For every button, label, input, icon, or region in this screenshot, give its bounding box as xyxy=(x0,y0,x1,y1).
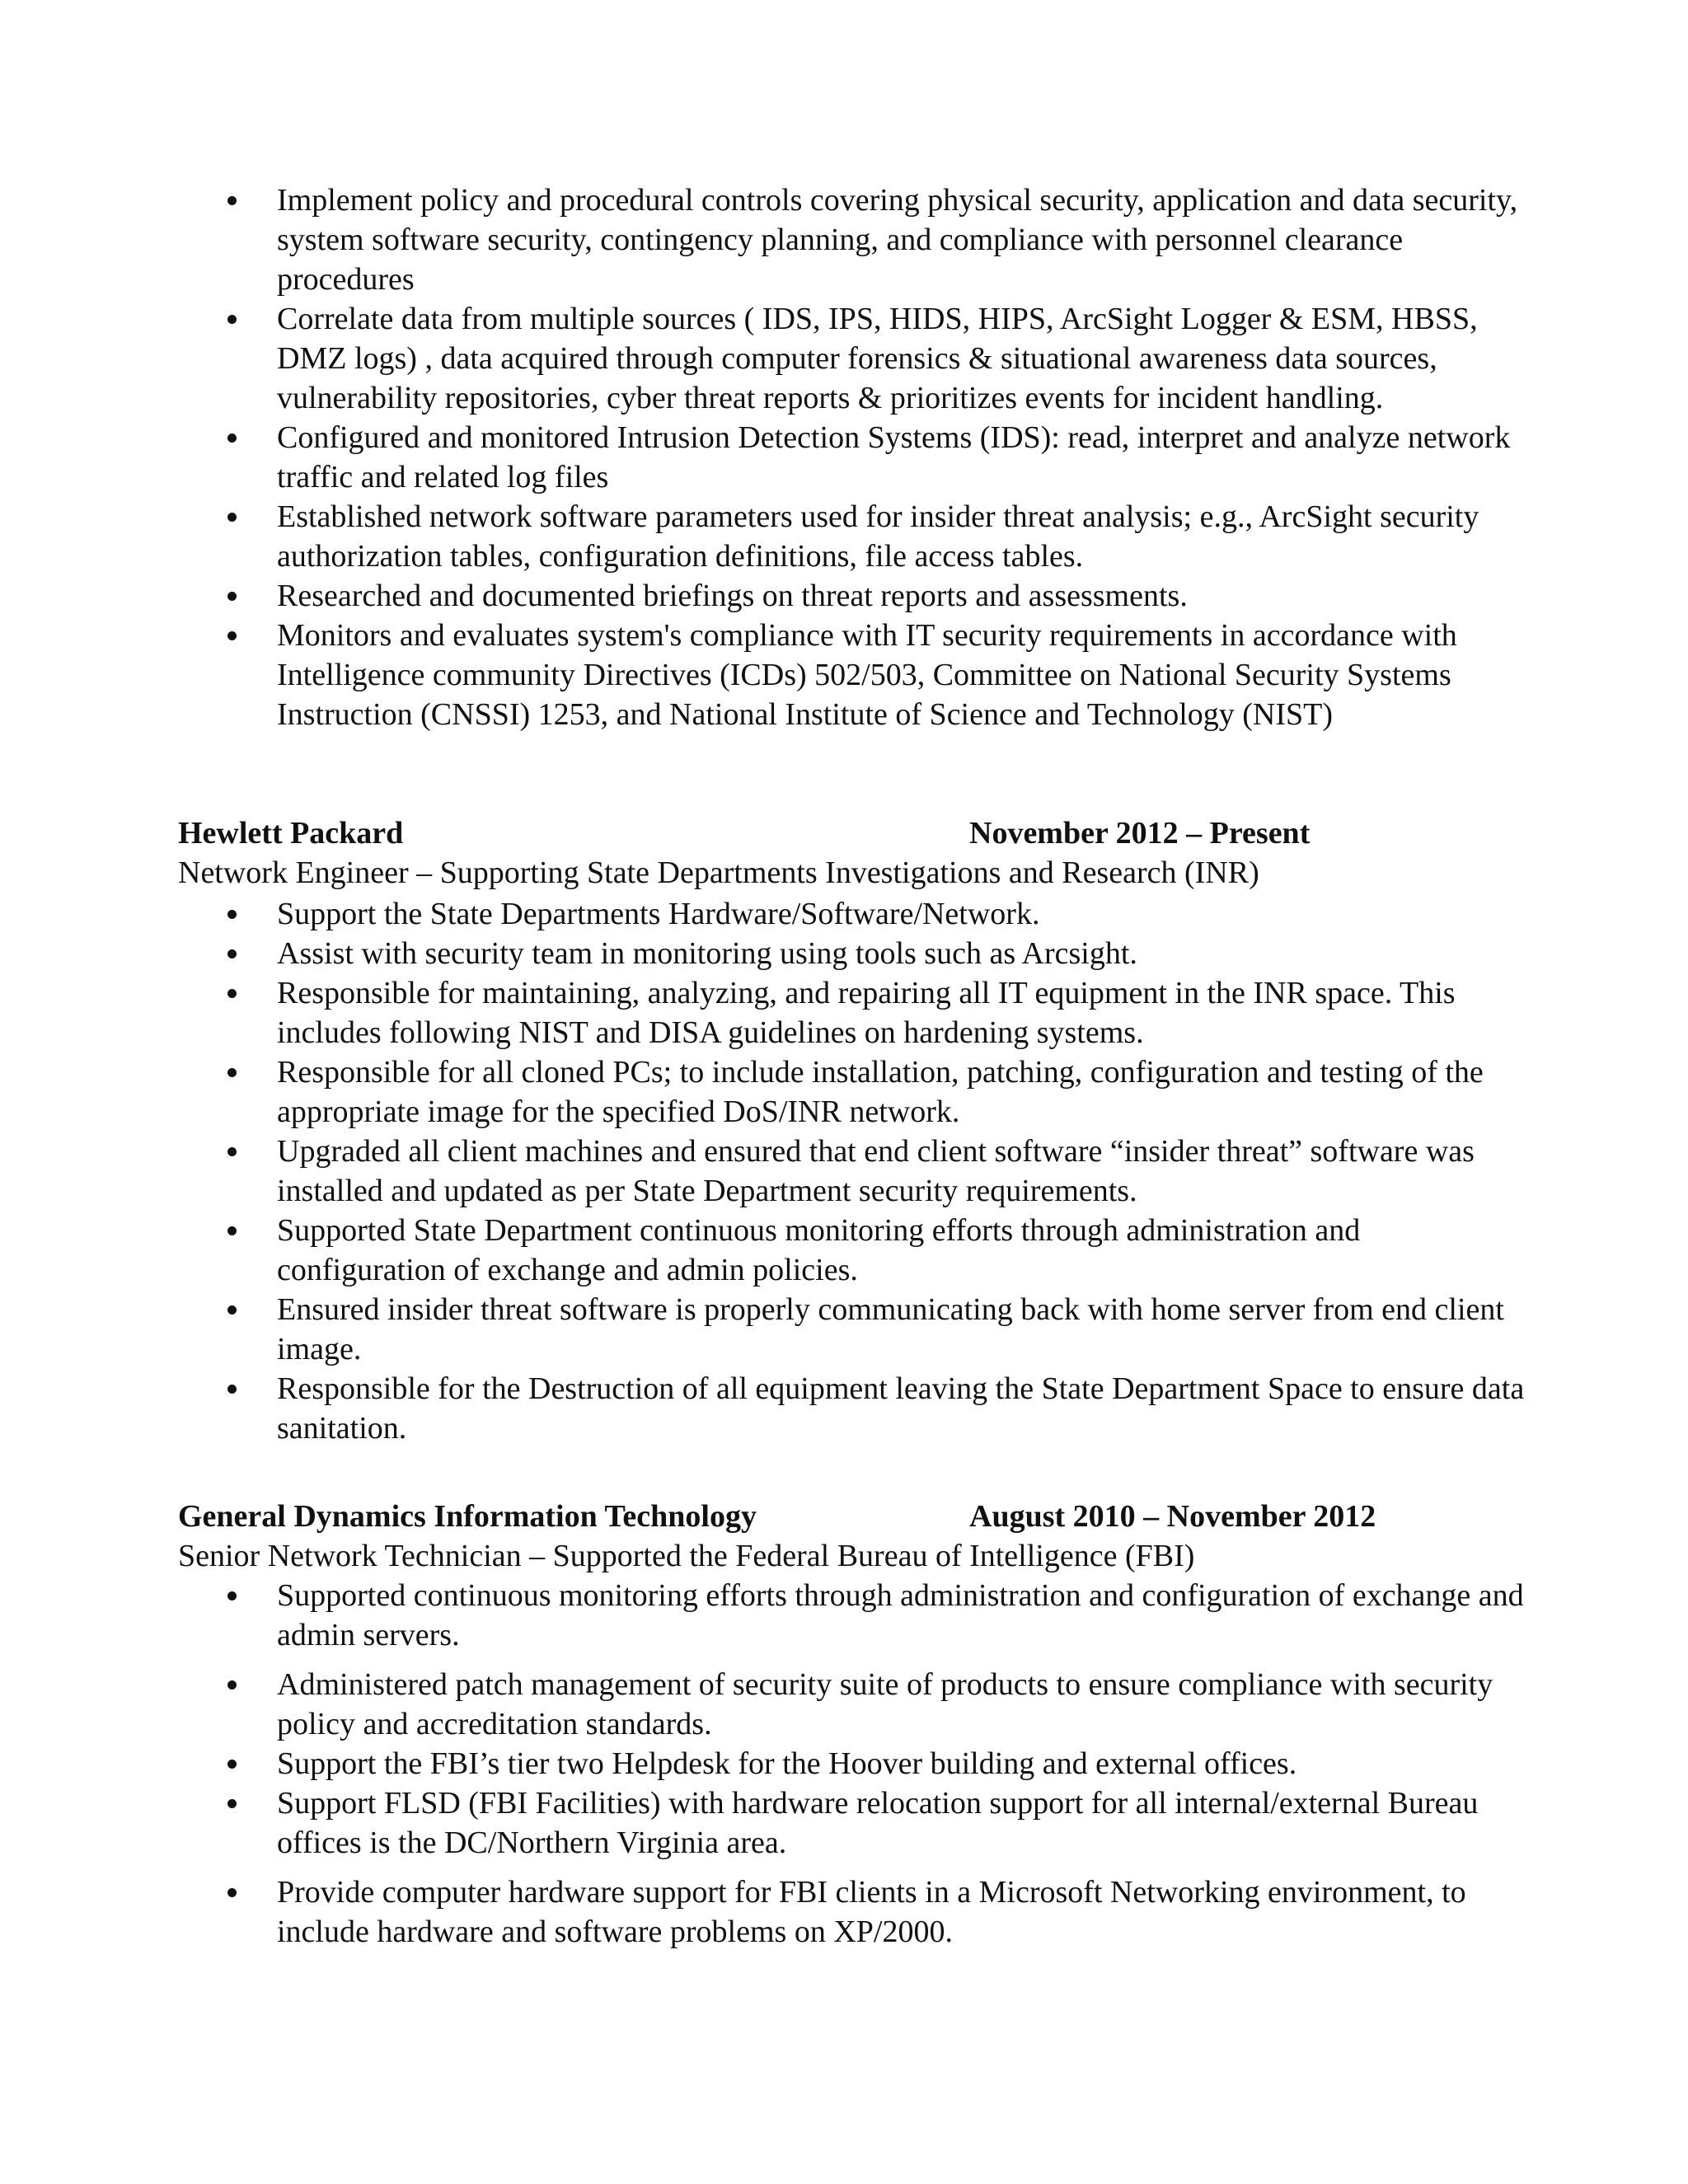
bullet-text: Upgraded all client machines and ensured that end client software “insider threat” software was installed and updated as per State Department security requirements. xyxy=(277,1134,1475,1208)
bullet-icon xyxy=(227,989,237,998)
bullet-icon xyxy=(227,1068,237,1077)
job-header-general-dynamics xyxy=(178,1497,1530,1536)
list-item xyxy=(178,1369,1530,1448)
list-item xyxy=(178,576,1530,616)
bullet-icon xyxy=(227,631,237,640)
list-item xyxy=(178,497,1530,576)
bullet-icon xyxy=(227,1385,237,1394)
bullet-text: Provide computer hardware support for FBI clients in a Microsoft Networking environment, to include hardware and software problems on XP/2000. xyxy=(277,1875,1466,1949)
bullet-text: Supported State Department continuous monitoring efforts through administration and configuration of exchange and admin policies. xyxy=(277,1213,1361,1287)
bullet-icon xyxy=(227,315,237,324)
bullet-list xyxy=(178,180,1530,734)
bullet-icon xyxy=(227,1226,237,1235)
bullet-text: Configured and monitored Intrusion Detection Systems (IDS): read, interpret and analyze network traffic and related log files xyxy=(277,420,1511,494)
continued-bullets xyxy=(178,180,1530,734)
job-bullets-general-dynamics xyxy=(178,1576,1530,1952)
bullet-text: Implement policy and procedural controls covering physical security, application and data security, system software security, contingency planning, and compliance with personnel clearance procedures xyxy=(277,183,1518,297)
bullet-text: Responsible for all cloned PCs; to include installation, patching, configuration and testing of the appropriate image for the specified DoS/INR network. xyxy=(277,1055,1484,1129)
list-item xyxy=(178,616,1530,734)
bullet-icon xyxy=(227,1147,237,1156)
list-item xyxy=(178,1576,1530,1655)
bullet-text: Researched and documented briefings on threat reports and assessments. xyxy=(277,579,1188,613)
list-item xyxy=(178,1290,1530,1369)
bullet-text: Responsible for the Destruction of all equipment leaving the State Department Space to ensure data sanitation. xyxy=(277,1371,1525,1446)
bullet-icon xyxy=(227,196,237,205)
job-header-hewlett-packard xyxy=(178,813,1530,853)
bullet-text: Ensured insider threat software is properly communicating back with home server from end client image. xyxy=(277,1292,1504,1366)
company-name: Hewlett Packard xyxy=(178,816,404,851)
bullet-text: Support the State Departments Hardware/Software/Network. xyxy=(277,897,1040,931)
list-item xyxy=(178,1744,1530,1783)
job-dates: November 2012 – Present xyxy=(969,816,1311,851)
list-item xyxy=(178,1211,1530,1290)
company-name: General Dynamics Information Technology xyxy=(178,1499,757,1534)
bullet-text: Monitors and evaluates system's compliance with IT security requirements in accordance with Intelligence community Directives (ICDs) 502/503, Committee on National Security Systems Instruction (CNSSI) 1253, and National Institute of Science and Technology (NIST) xyxy=(277,618,1457,732)
bullet-text: Support FLSD (FBI Facilities) with hardware relocation support for all internal/external Bureau offices is the DC/Northern Virginia area. xyxy=(277,1786,1479,1860)
bullet-text: Assist with security team in monitoring using tools such as Arcsight. xyxy=(277,936,1137,971)
job-role: Senior Network Technician – Supported the Federal Bureau of Intelligence (FBI) xyxy=(178,1539,1195,1573)
bullet-icon xyxy=(227,513,237,522)
job-bullets-hewlett-packard xyxy=(178,894,1530,1448)
list-item xyxy=(178,299,1530,418)
list-item xyxy=(178,1872,1530,1952)
bullet-icon xyxy=(227,949,237,958)
list-item xyxy=(178,418,1530,497)
list-item xyxy=(178,1783,1530,1863)
bullet-icon xyxy=(227,1888,237,1897)
job-role: Network Engineer – Supporting State Departments Investigations and Research (INR) xyxy=(178,855,1259,890)
bullet-icon xyxy=(227,592,237,601)
bullet-icon xyxy=(227,434,237,443)
bullet-icon xyxy=(227,1680,237,1690)
list-item xyxy=(178,973,1530,1052)
bullet-icon xyxy=(227,910,237,919)
bullet-text: Support the FBI’s tier two Helpdesk for the Hoover building and external offices. xyxy=(277,1746,1297,1781)
job-dates: August 2010 – November 2012 xyxy=(969,1499,1376,1534)
list-item xyxy=(178,180,1530,299)
list-item xyxy=(178,1052,1530,1132)
bullet-text: Administered patch management of security suite of products to ensure compliance with security policy and accreditation standards. xyxy=(277,1667,1493,1741)
list-item xyxy=(178,894,1530,934)
bullet-icon xyxy=(227,1760,237,1769)
list-item xyxy=(178,1132,1530,1211)
list-item xyxy=(178,1665,1530,1744)
bullet-text: Responsible for maintaining, analyzing, and repairing all IT equipment in the INR space. This includes following NIST and DISA guidelines on hardening systems. xyxy=(277,976,1456,1050)
list-item xyxy=(178,934,1530,973)
bullet-text: Supported continuous monitoring efforts through administration and configuration of exchange and admin servers. xyxy=(277,1578,1524,1652)
bullet-list xyxy=(178,894,1530,1448)
bullet-list xyxy=(178,1576,1530,1952)
bullet-icon xyxy=(227,1305,237,1315)
bullet-text: Established network software parameters used for insider threat analysis; e.g., ArcSight security authorization tables, configuration definitions, file access tables. xyxy=(277,499,1479,574)
bullet-icon xyxy=(227,1591,237,1601)
bullet-text: Correlate data from multiple sources ( IDS, IPS, HIDS, HIPS, ArcSight Logger & ESM, HBSS, DMZ logs) , data acquired through computer forensics & situational awareness data sources, vulnerability repositories, cyber threat reports & prioritizes events for incident handling. xyxy=(277,302,1478,415)
bullet-icon xyxy=(227,1799,237,1808)
